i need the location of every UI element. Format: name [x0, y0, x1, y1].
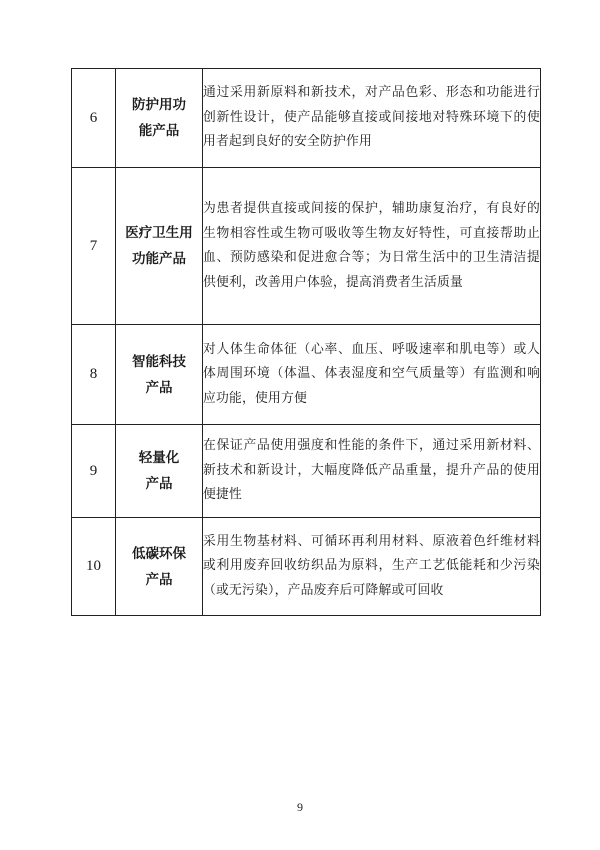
table-row — [72, 168, 541, 325]
category-name-text: 低碳环保产品 — [132, 545, 186, 588]
row-number: 9 — [72, 425, 116, 518]
category-description: 对人体生命体征（心率、血压、呼吸速率和肌电等）或人体周围环境（体温、体表湿度和空气质量等）有监测和响应功能，使用方便 — [203, 325, 541, 425]
row-number: 7 — [72, 168, 116, 325]
category-description: 为患者提供直接或间接的保护，辅助康复治疗，有良好的生物相容性或生物可吸收等生物友好特性，可直接帮助止血、预防感染和促进愈合等；为日常生活中的卫生清洁提供便利，改善用户体验，提高消费者生活质量 — [203, 168, 541, 325]
category-description: 在保证产品使用强度和性能的条件下，通过采用新材料、新技术和新设计，大幅度降低产品重量，提升产品的使用便捷性 — [203, 425, 541, 518]
table-row — [72, 69, 541, 168]
category-name-text: 防护用功能产品 — [132, 97, 186, 139]
category-name — [116, 69, 203, 168]
category-description: 通过采用新原料和新技术，对产品色彩、形态和功能进行创新性设计，使产品能够直接或间接地对特殊环境下的使用者起到良好的安全防护作用 — [203, 69, 541, 168]
category-name-text: 智能科技产品 — [132, 353, 186, 396]
category-name — [116, 518, 203, 616]
table-row — [72, 325, 541, 425]
table-row — [72, 425, 541, 518]
row-number: 10 — [72, 518, 116, 616]
category-name — [116, 425, 203, 518]
category-name-text: 轻量化产品 — [138, 450, 180, 492]
category-name — [116, 325, 203, 425]
category-name-text: 医疗卫生用功能产品 — [125, 225, 193, 267]
row-number: 8 — [72, 325, 116, 425]
category-name — [116, 168, 203, 325]
page-number: 9 — [297, 800, 303, 814]
row-number: 6 — [72, 69, 116, 168]
product-category-table — [71, 68, 541, 616]
category-description: 采用生物基材料、可循环再利用材料、原液着色纤维材料或利用废弃回收纺织品为原料，生产工艺低能耗和少污染（或无污染），产品废弃后可降解或可回收 — [203, 518, 541, 616]
table-row — [72, 518, 541, 616]
